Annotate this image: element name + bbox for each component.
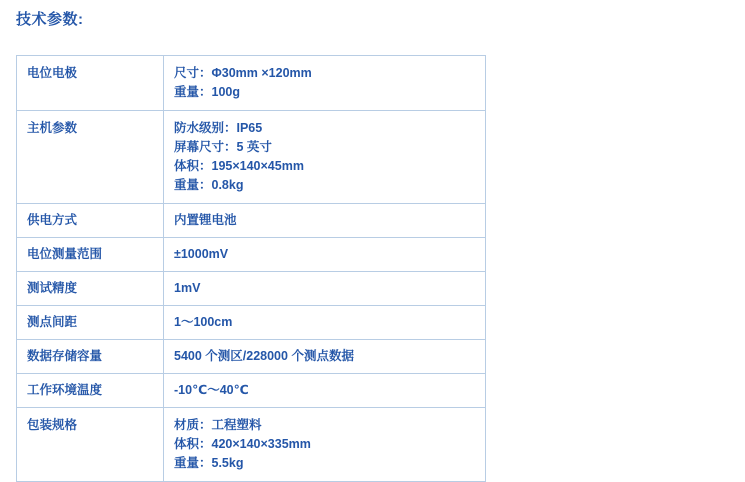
table-row <box>17 340 486 374</box>
value-line: 体积：420×140×335mm <box>174 437 311 451</box>
table-row <box>17 111 486 204</box>
table-row <box>17 238 486 272</box>
value-line: 体积：195×140×45mm <box>174 159 304 173</box>
row-label: 测点间距 <box>17 306 164 340</box>
row-label: 电位测量范围 <box>17 238 164 272</box>
row-label: 主机参数 <box>17 111 164 204</box>
row-value <box>164 408 486 482</box>
value-line: 重量：0.8kg <box>174 178 244 192</box>
table-body <box>17 56 486 482</box>
row-value <box>164 340 486 374</box>
technical-specs-table <box>16 55 486 482</box>
row-value <box>164 56 486 111</box>
row-value <box>164 306 486 340</box>
value-line: 1mV <box>174 281 201 295</box>
value-line: 尺寸：Φ30mm ×120mm <box>174 66 312 80</box>
row-label: 测试精度 <box>17 272 164 306</box>
table-row <box>17 408 486 482</box>
row-value <box>164 272 486 306</box>
value-line: 材质：工程塑料 <box>174 418 262 432</box>
value-line: 1～100cm <box>174 315 233 329</box>
row-label: 包装规格 <box>17 408 164 482</box>
value-line: 屏幕尺寸：5 英寸 <box>174 140 272 154</box>
value-line: 5400 个测区/228000 个测点数据 <box>174 349 354 363</box>
value-line: ±1000mV <box>174 247 229 261</box>
value-line: 内置锂电池 <box>174 213 237 227</box>
value-line: -10℃～40℃ <box>174 383 249 397</box>
row-label: 工作环境温度 <box>17 374 164 408</box>
table-row <box>17 374 486 408</box>
row-label: 电位电极 <box>17 56 164 111</box>
table-row <box>17 306 486 340</box>
value-line: 防水级别：IP65 <box>174 121 263 135</box>
table-row <box>17 56 486 111</box>
page-title: 技术参数: <box>16 11 84 28</box>
value-line: 重量：5.5kg <box>174 456 244 470</box>
row-label: 供电方式 <box>17 204 164 238</box>
row-value <box>164 204 486 238</box>
row-value <box>164 238 486 272</box>
row-value <box>164 374 486 408</box>
table-row <box>17 204 486 238</box>
value-line: 重量：100g <box>174 85 240 99</box>
row-label: 数据存储容量 <box>17 340 164 374</box>
table-row <box>17 272 486 306</box>
row-value <box>164 111 486 204</box>
